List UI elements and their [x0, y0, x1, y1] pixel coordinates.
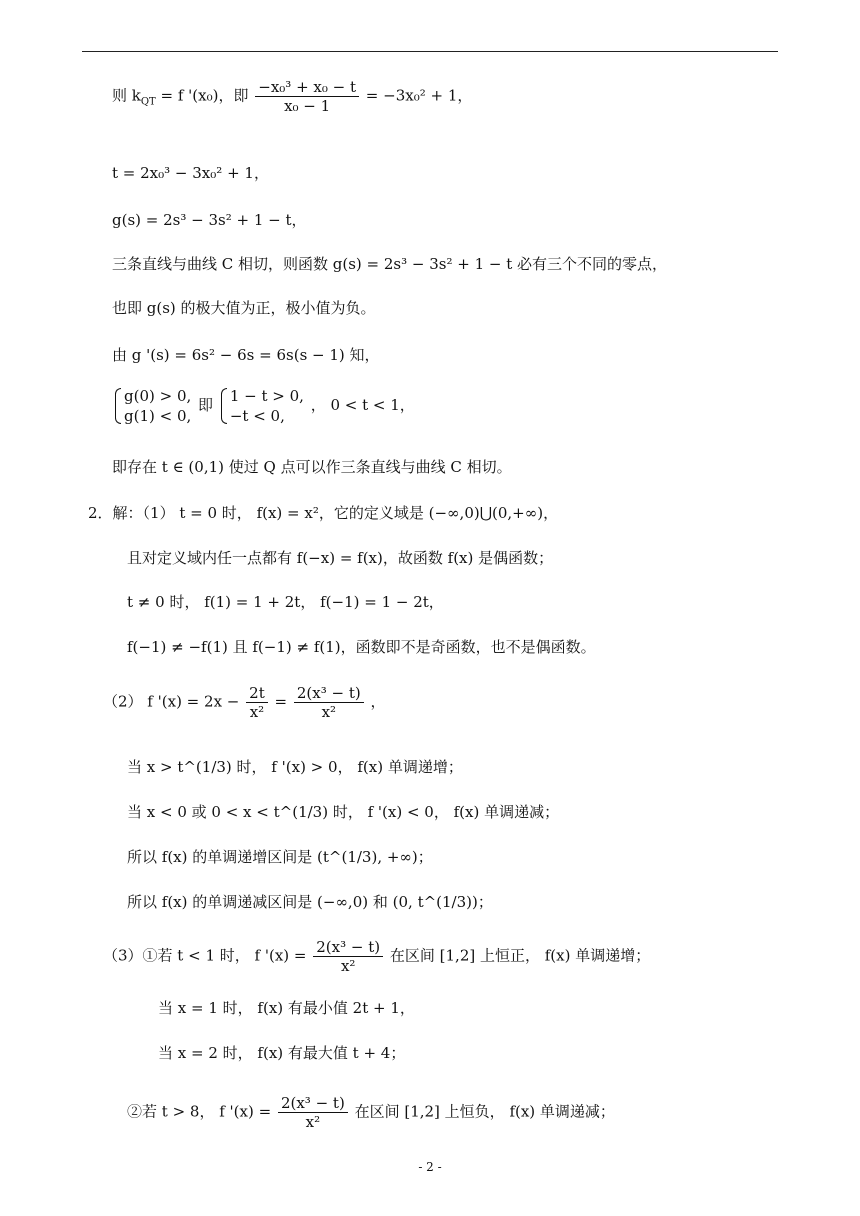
- text-line: 所以 f(x) 的单调递减区间是 (−∞,0) 和 (0, t^(1/3))；: [127, 893, 493, 911]
- fraction: $\frac{2t}{\text{x²}}$: [246, 684, 268, 721]
- formula-line: t = 2x₀³ − 3x₀² + 1，: [112, 164, 269, 182]
- inequality-system: 1 − t > 0, −t < 0,: [220, 386, 304, 426]
- text-line: 且对定义域内任一点都有 f(−x) = f(x)，故函数 f(x) 是偶函数；: [127, 549, 554, 567]
- fraction: $\frac{\text{2(x³ − t)}}{\text{x²}}$: [294, 684, 364, 721]
- formula-line: （3）①若 t < 1 时， f '(x) = $\frac{\text{2(x³ − t)}}{\text{x²}}$ 在区间 [1,2] 上恒正， f(x) 单调递增；: [103, 938, 651, 975]
- text-line: 所以 f(x) 的单调递增区间是 (t^(1/3), +∞)；: [127, 848, 433, 866]
- text-line: f(−1) ≠ −f(1) 且 f(−1) ≠ f(1)，函数即不是奇函数，也不是偶函数。: [127, 638, 596, 656]
- fraction: $\frac{\text{2(x³ − t)}}{\text{x²}}$: [278, 1094, 348, 1131]
- text-line: 2．解：（1） t = 0 时， f(x) = x²，它的定义域是 (−∞,0)⋃(0,+∞)，: [88, 504, 559, 522]
- page-number: - 2 -: [418, 1160, 442, 1174]
- text-line: t ≠ 0 时， f(1) = 1 + 2t， f(−1) = 1 − 2t，: [127, 593, 444, 611]
- system-line: g(0) > 0, g(1) < 0, 即 1 − t > 0, −t < 0, ， 0 < t < 1，: [112, 386, 415, 426]
- text-line: 当 x = 1 时， f(x) 有最小值 2t + 1，: [158, 999, 415, 1017]
- text-line: 三条直线与曲线 C 相切，则函数 g(s) = 2s³ − 3s² + 1 − t 必有三个不同的零点，: [112, 255, 668, 273]
- fraction: $\frac{\text{2(x³ − t)}}{\text{x²}}$: [313, 938, 383, 975]
- text-line: 当 x = 2 时， f(x) 有最大值 t + 4；: [158, 1044, 406, 1062]
- formula-line: ②若 t > 8， f '(x) = $\frac{\text{2(x³ − t)}}{\text{x²}}$ 在区间 [1,2] 上恒负， f(x) 单调递减；: [127, 1094, 615, 1131]
- text-line: 当 x > t^(1/3) 时， f '(x) > 0， f(x) 单调递增；: [127, 758, 463, 776]
- formula-line: g(s) = 2s³ − 3s² + 1 − t，: [112, 211, 307, 229]
- header-rule: [82, 51, 778, 52]
- text-line: 由 g '(s) = 6s² − 6s = 6s(s − 1) 知，: [112, 346, 380, 364]
- text-line: 也即 g(s) 的极大值为正，极小值为负。: [112, 299, 376, 317]
- fraction: $\frac{\text{−x₀³ + x₀ − t}}{\text{x₀ − 1}}$: [255, 78, 359, 115]
- text-line: 当 x < 0 或 0 < x < t^(1/3) 时， f '(x) < 0， f(x) 单调递减；: [127, 803, 560, 821]
- formula-line: （2） f '(x) = 2x − $\frac{2t}{\text{x²}}$ = $\frac{\text{2(x³ − t)}}{\text{x²}}$ ，: [103, 684, 386, 721]
- formula-line: 则 $k_{QT} = f$ '(x₀)，即 $\frac{\text{−x₀³ + x₀ − t}}{\text{x₀ − 1}}$ = −3x₀² + 1，: [112, 78, 473, 115]
- text-line: 即存在 t ∈ (0,1) 使过 Q 点可以作三条直线与曲线 C 相切。: [112, 458, 512, 476]
- inequality-system: g(0) > 0, g(1) < 0,: [114, 386, 191, 426]
